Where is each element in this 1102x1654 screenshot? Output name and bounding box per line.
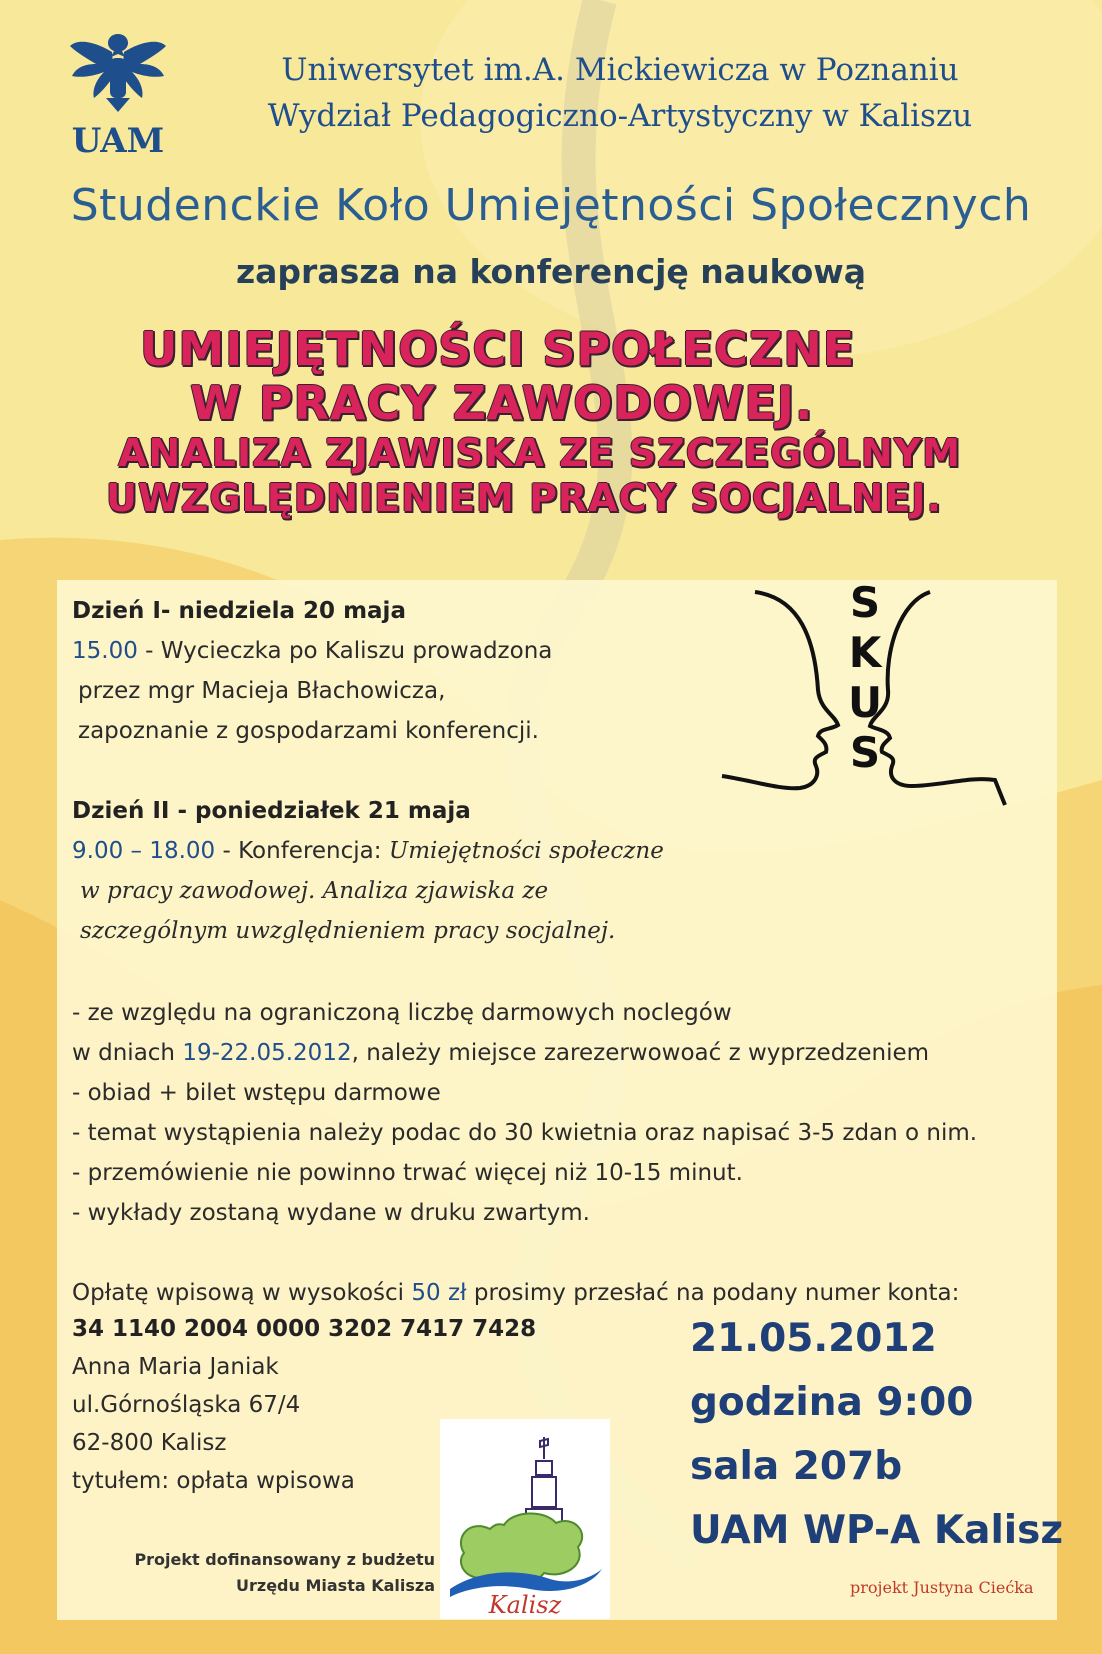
organizer-title: Studenckie Koło Umiejętności Społecznych — [70, 180, 1032, 231]
note-2 — [72, 1040, 929, 1066]
skus-letter-3: U — [847, 678, 883, 727]
day1-activity: - Wycieczka po Kaliszu prowadzona — [137, 638, 553, 664]
day1-line-1 — [72, 638, 552, 664]
day1-heading: Dzień I- niedziela 20 maja — [72, 598, 406, 624]
note-2-dates: 19-22.05.2012 — [182, 1040, 352, 1066]
note-2-pre: w dniach — [72, 1040, 183, 1066]
note-6: - wykłady zostaną wydane w druku zwartym. — [72, 1200, 590, 1226]
conference-title-line-2: W PRACY ZAWODOWEJ. — [190, 376, 814, 430]
day2-time: 9.00 – 18.00 — [72, 838, 216, 864]
day2-title-3: szczególnym uwzględnieniem pracy socjalnej. — [80, 918, 616, 944]
account-number: 34 1140 2004 0000 3202 7417 7428 — [72, 1316, 537, 1342]
faculty-name: Wydział Pedagogiczno-Artystyczny w Kaliszu — [267, 98, 973, 134]
day2-label: - Konferencja: — [215, 838, 389, 864]
day1-time: 15.00 — [72, 638, 138, 664]
note-2-post: , należy miejsce zarezerwowoać z wyprzedzeniem — [351, 1040, 930, 1066]
day2-line-1 — [72, 838, 664, 864]
conference-title-line-1: UMIEJĘTNOŚCI SPOŁECZNE — [140, 322, 856, 376]
funding-line-1: Projekt dofinansowany z budżetu — [134, 1550, 435, 1569]
event-room: sala 207b — [690, 1444, 903, 1489]
conference-title-line-3: ANALIZA ZJAWISKA ZE SZCZEGÓLNYM — [118, 431, 961, 475]
payment-pre: Opłatę wpisową w wysokości — [72, 1280, 412, 1306]
kalisz-logo-box — [440, 1419, 610, 1619]
day1-line-3: zapoznanie z gospodarzami konferencji. — [78, 718, 539, 744]
conference-title-line-4: UWZGLĘDNIENIEM PRACY SOCJALNEJ. — [106, 476, 942, 520]
invitation-line: zaprasza na konferencję naukową — [235, 252, 867, 291]
uam-logo-text: UAM — [71, 121, 165, 158]
note-4: - temat wystąpienia należy podac do 30 kwietnia oraz napisać 3-5 zdan o nim. — [72, 1120, 978, 1146]
event-place: UAM WP-A Kalisz — [690, 1508, 1064, 1553]
event-date: 21.05.2012 — [690, 1316, 937, 1361]
day2-title-2: w pracy zawodowej. Analiza zjawiska ze — [80, 878, 549, 904]
payee-street: ul.Górnośląska 67/4 — [72, 1392, 301, 1418]
kalisz-logo-text: Kalisz — [488, 1591, 562, 1619]
note-1: - ze względu na ograniczoną liczbę darmowych noclegów — [72, 1000, 732, 1026]
skus-letter-4: S — [849, 728, 881, 777]
uam-eagle-logo — [68, 28, 168, 158]
day2-heading: Dzień II - poniedziałek 21 maja — [72, 798, 471, 824]
payee-city: 62-800 Kalisz — [72, 1430, 227, 1456]
university-name: Uniwersytet im.A. Mickiewicza w Poznaniu — [281, 52, 959, 88]
design-credit: projekt Justyna Ciećka — [850, 1578, 1034, 1597]
kalisz-city-logo — [440, 1419, 610, 1619]
skus-letter-1: S — [849, 578, 881, 627]
payment-line — [72, 1280, 959, 1306]
payment-title: tytułem: opłata wpisowa — [72, 1468, 355, 1494]
note-3: - obiad + bilet wstępu darmowe — [72, 1080, 441, 1106]
payment-amount: 50 zł — [411, 1280, 467, 1306]
skus-letter-2: K — [848, 628, 882, 677]
note-5: - przemówienie nie powinno trwać więcej niż 10-15 minut. — [72, 1160, 743, 1186]
day1-line-2: przez mgr Macieja Błachowicza, — [78, 678, 446, 704]
event-time: godzina 9:00 — [690, 1380, 974, 1425]
funding-line-2: Urzędu Miasta Kalisza — [236, 1576, 435, 1595]
payment-post: prosimy przesłać na podany numer konta: — [466, 1280, 960, 1306]
day2-title-1: Umiejętności społeczne — [388, 838, 664, 864]
payee-name: Anna Maria Janiak — [72, 1354, 279, 1380]
